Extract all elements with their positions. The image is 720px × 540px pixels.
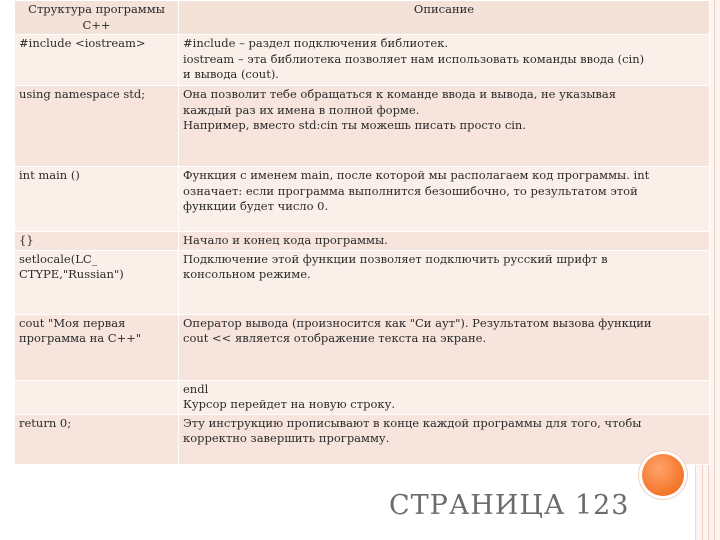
code-line: {} xyxy=(19,233,34,247)
description-cell xyxy=(179,414,710,464)
header-cell-description: Описание xyxy=(179,1,710,35)
table-row xyxy=(15,250,710,314)
code-cell xyxy=(15,314,179,380)
description-line: функции будет число 0. xyxy=(183,199,329,213)
table-header-row xyxy=(15,1,710,35)
code-cell xyxy=(15,414,179,464)
description-cell xyxy=(179,35,710,86)
code-line: #include <iostream> xyxy=(19,36,146,50)
description-line: Эту инструкцию прописывают в конце каждой программы для того, чтобы xyxy=(183,415,642,430)
description-line: Начало и конец кода программы. xyxy=(183,233,388,247)
code-line: setlocale(LC_ xyxy=(19,251,98,266)
cpp-structure-table xyxy=(14,0,710,465)
table-row xyxy=(15,380,710,414)
description-cell xyxy=(179,314,710,380)
description-cell xyxy=(179,250,710,314)
description-cell xyxy=(179,380,710,414)
description-line: Функция с именем main, после которой мы располагаем код программы. int xyxy=(183,168,650,182)
description-cell xyxy=(179,86,710,167)
table-row xyxy=(15,414,710,464)
code-cell xyxy=(15,232,179,251)
code-line: CTYPE,"Russian") xyxy=(19,267,124,281)
code-line: int main () xyxy=(19,168,80,182)
code-cell xyxy=(15,380,179,414)
description-cell xyxy=(179,167,710,232)
description-line: консольном режиме. xyxy=(183,267,311,281)
code-cell xyxy=(15,86,179,167)
code-line: cout "Моя первая xyxy=(19,315,126,330)
description-line: endl xyxy=(183,381,209,396)
description-line: означает: если программа выполнится безошибочно, то результатом этой xyxy=(183,183,638,198)
table-row xyxy=(15,314,710,380)
code-line: return 0; xyxy=(19,415,72,430)
code-cell xyxy=(15,250,179,314)
orange-circle-decoration xyxy=(642,454,684,496)
description-cell xyxy=(179,232,710,251)
code-cell xyxy=(15,167,179,232)
description-line: Подключение этой функции позволяет подключить русский шрифт в xyxy=(183,251,608,266)
header-cell-structure: Структура программы C++ xyxy=(15,1,179,35)
left-margin xyxy=(0,0,8,540)
description-line: #include – раздел подключения библиотек. xyxy=(183,36,449,50)
description-line: Она позволит тебе обращаться к командe ввода и вывода, не указывая xyxy=(183,87,616,101)
table-row xyxy=(15,35,710,86)
table-row xyxy=(15,232,710,251)
description-line: корректно завершить программу. xyxy=(183,431,390,445)
description-line: Оператор вывода (произносится как "Си аут"). Результатом вызова функции xyxy=(183,315,652,330)
description-line: Например, вместо std:cin ты можешь писать просто cin. xyxy=(183,118,526,132)
description-line: cout << является отображение текста на экране. xyxy=(183,331,487,345)
description-line: Курсор перейдет на новую строку. xyxy=(183,397,395,411)
description-line: каждый раз их имена в полной форме. xyxy=(183,102,420,117)
page-label: СТРАНИЦА 123 xyxy=(389,490,630,521)
code-line: using namespace std; xyxy=(19,87,146,101)
table-row xyxy=(15,86,710,167)
description-line: и вывода (cout). xyxy=(183,67,279,81)
code-cell xyxy=(15,35,179,86)
description-line: iostream – эта библиотека позволяет нам использовать команды ввода (cin) xyxy=(183,51,645,66)
code-line: программа на С++" xyxy=(19,331,142,345)
table-row xyxy=(15,167,710,232)
